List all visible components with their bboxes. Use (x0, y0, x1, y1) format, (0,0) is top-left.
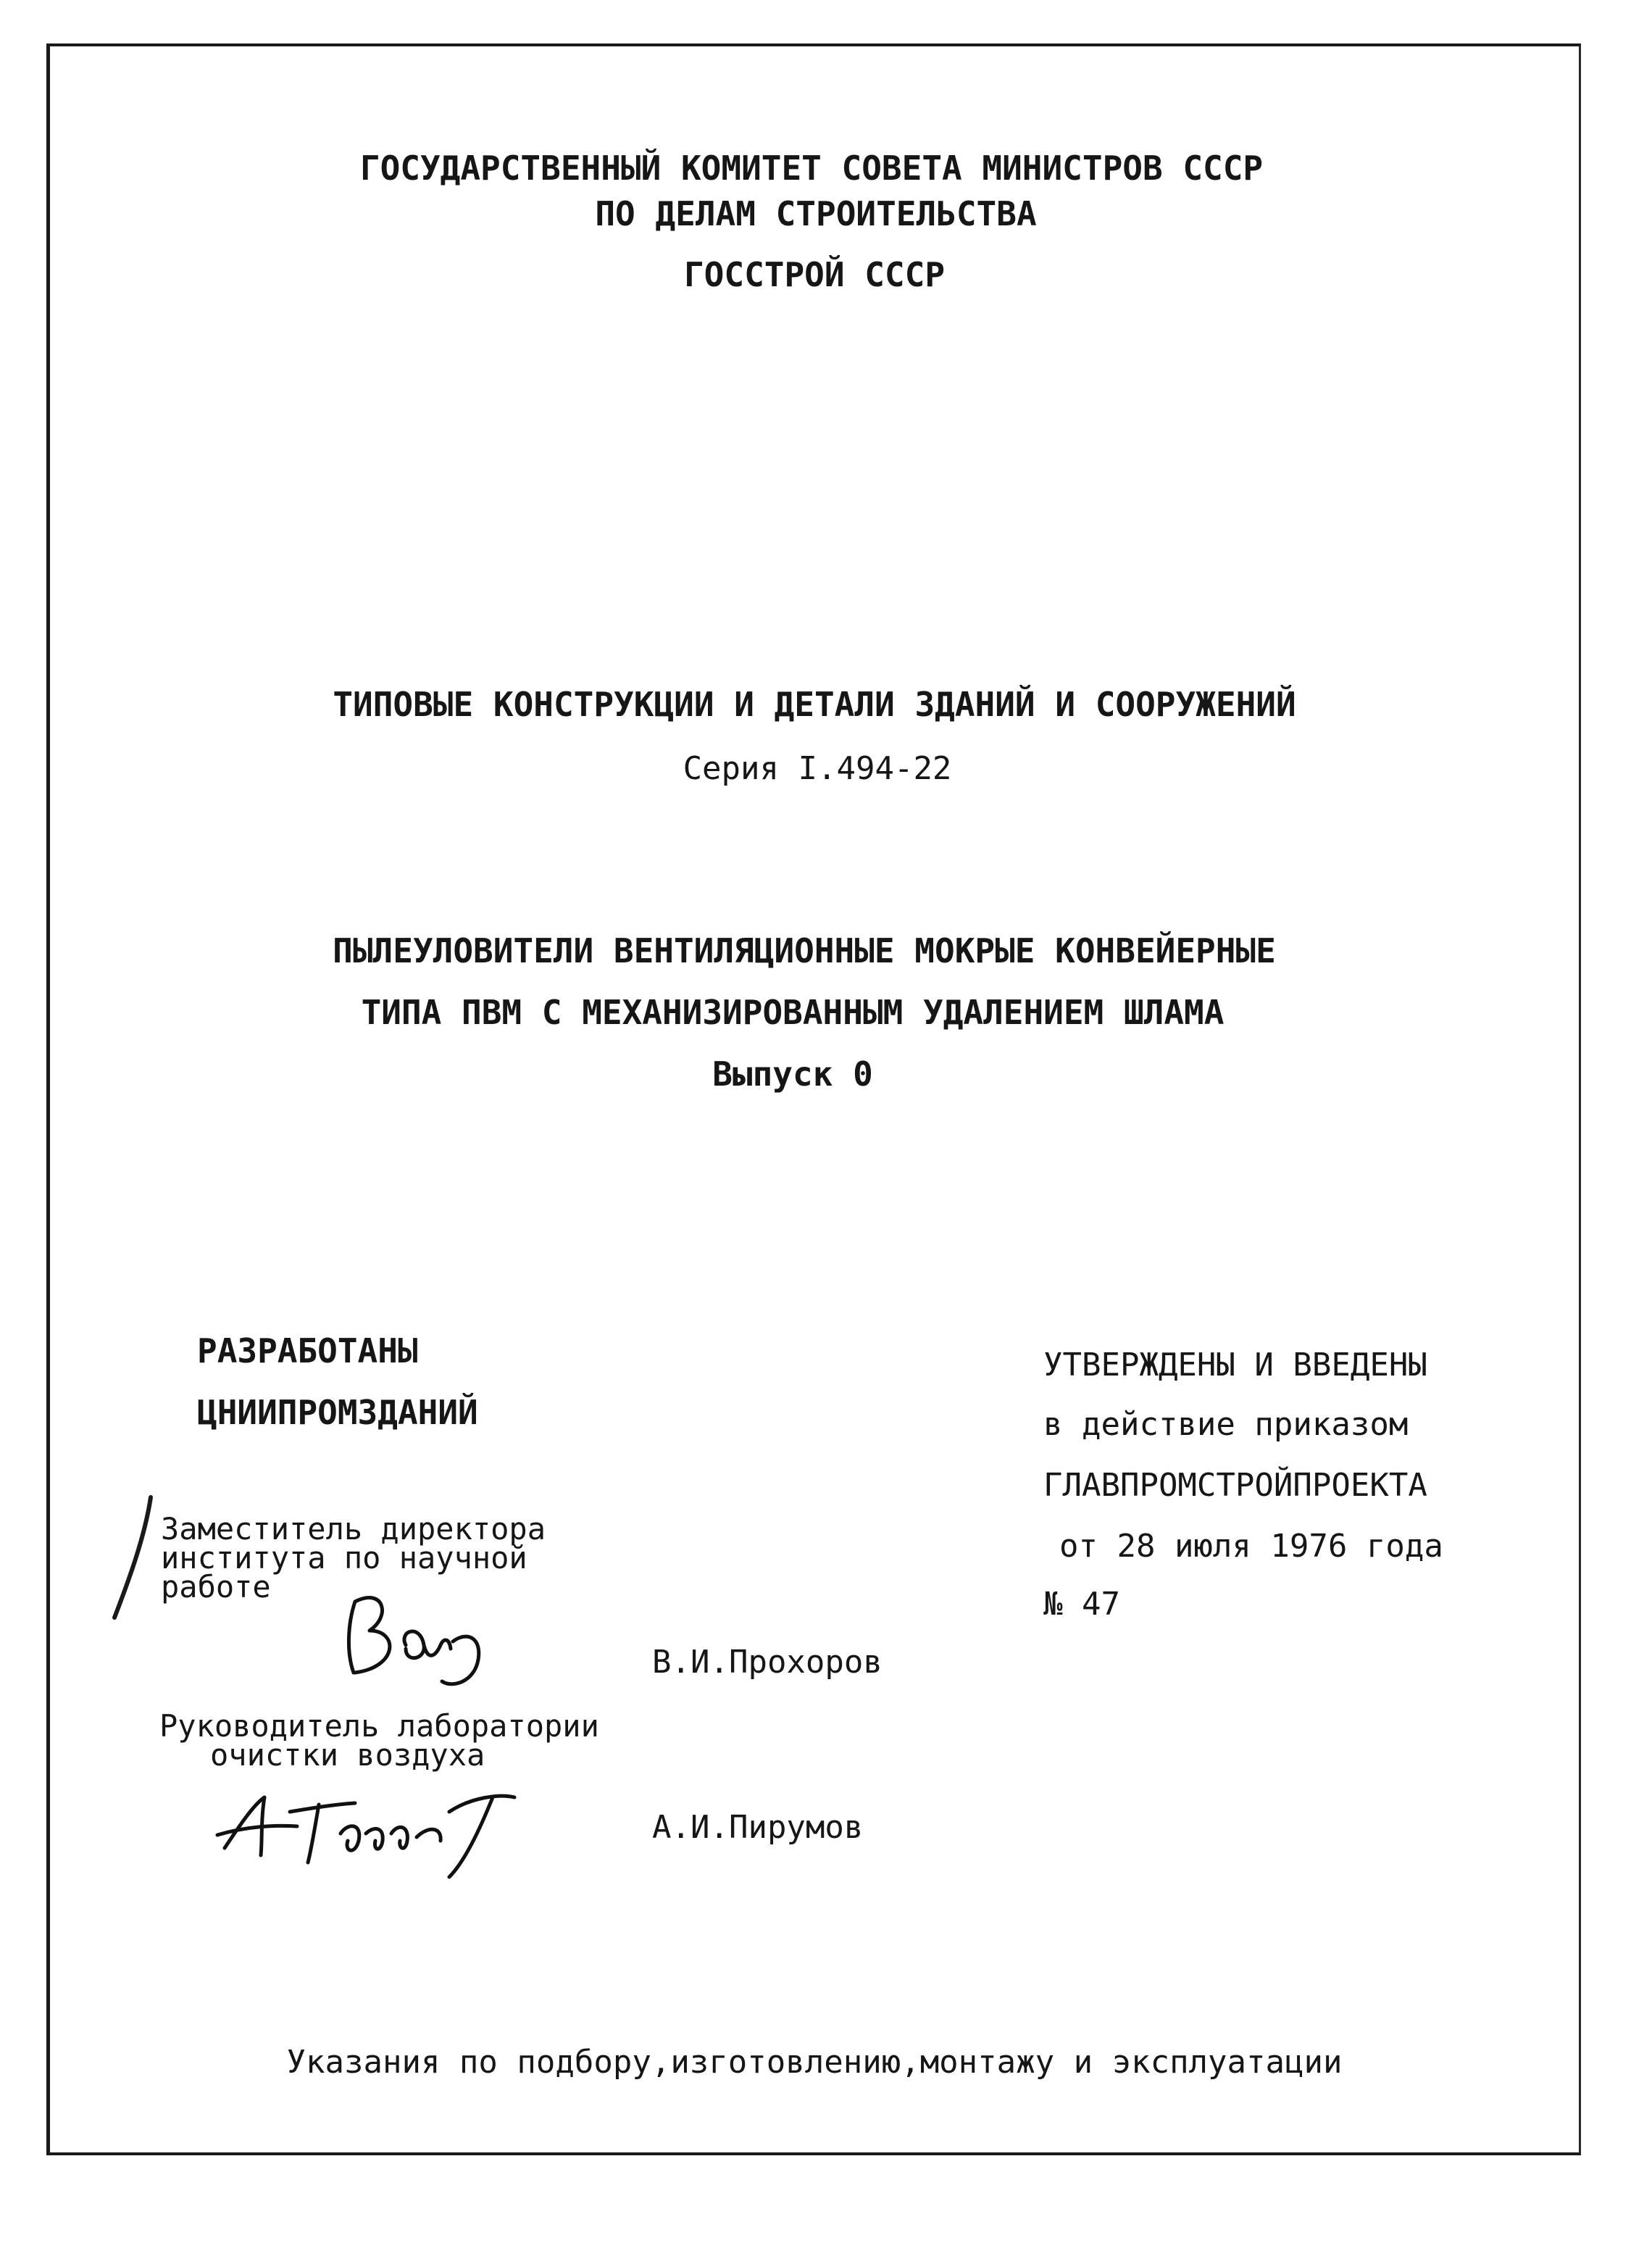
deputy-signature (333, 1580, 507, 1696)
lab-role-line-1: Руководитель лаборатории (159, 1708, 599, 1744)
approved-date: от 28 июля 1976 года (1059, 1528, 1443, 1565)
header-line-1: ГОСУДАРСТВЕННЫЙ КОМИТЕТ СОВЕТА МИНИСТРОВ СССР (359, 149, 1264, 188)
lab-head-signature (210, 1783, 558, 1884)
approved-order-number: № 47 (1043, 1586, 1120, 1623)
deputy-role-line-3: работе (161, 1569, 271, 1605)
title-line: ТИПОВЫЕ КОНСТРУКЦИИ И ДЕТАЛИ ЗДАНИЙ И СООРУЖЕНИЙ (333, 685, 1296, 724)
developed-label: РАЗРАБОТАНЫ (197, 1331, 418, 1370)
header-line-2: ПО ДЕЛАМ СТРОИТЕЛЬСТВА (595, 194, 1037, 233)
margin-stroke-mark (109, 1493, 159, 1623)
approved-line-1: УТВЕРЖДЕНЫ И ВВЕДЕНЫ (1043, 1347, 1427, 1383)
document-subtitle: Указания по подбору,изготовлению,монтажу и эксплуатации (286, 2044, 1343, 2081)
developer-org: ЦНИИПРОМЗДАНИЙ (197, 1393, 478, 1432)
header-line-3: ГОССТРОЙ СССР (683, 255, 946, 294)
deputy-name: В.И.Прохоров (652, 1644, 883, 1681)
deputy-role-line-1: Заместитель директора (161, 1511, 546, 1547)
approved-line-3: ГЛАВПРОМСТРОЙПРОЕКТА (1043, 1467, 1427, 1504)
product-title-line-1: ПЫЛЕУЛОВИТЕЛИ ВЕНТИЛЯЦИОННЫЕ МОКРЫЕ КОНВЕЙЕРНЫЕ (333, 931, 1276, 970)
product-title-line-2: ТИПА ПВМ С МЕХАНИЗИРОВАННЫМ УДАЛЕНИЕМ ШЛАМА (361, 993, 1225, 1032)
lab-head-name: А.И.Пирумов (652, 1809, 864, 1846)
approved-line-2: в действие приказом (1043, 1406, 1409, 1443)
deputy-role-line-2: института по научной (161, 1540, 527, 1576)
series-number: Серия I.494-22 (683, 750, 952, 787)
issue-number: Выпуск 0 (712, 1054, 873, 1094)
lab-role-line-2: очистки воздуха (210, 1737, 485, 1773)
